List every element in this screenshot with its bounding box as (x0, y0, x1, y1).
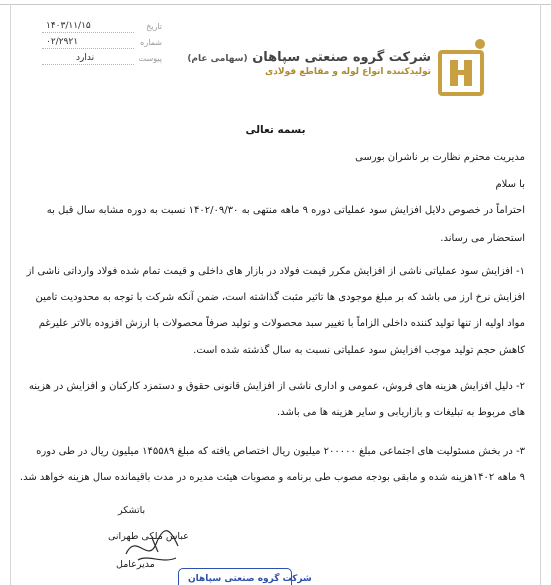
stamp-text: شرکت گروه صنعتی سپاهان (188, 574, 312, 584)
date-line (42, 32, 134, 33)
letter-heading: بسمه تعالی (245, 124, 306, 136)
closing-text: باتشکر (118, 505, 146, 516)
company-stamp (178, 562, 312, 585)
item1-line-3: مواد اولیه از تنها تولید کننده داخلی الزاماً با تغییر سبد محصولات و تولید صرفاً محصولات با ارزش افزوده بالاتر علیرغم (38, 318, 525, 329)
attachment-row (42, 52, 162, 68)
item2-line-2: های مربوط به تبلیغات و بازاریابی و سایر هزینه ها می باشد. (277, 407, 525, 418)
attachment-line (42, 64, 134, 65)
top-border (0, 4, 551, 5)
date-value: ۱۴۰۳/۱۱/۱۵ (46, 21, 91, 31)
company-header (187, 50, 431, 77)
intro-line-2: استحضار می رساند. (440, 233, 525, 244)
number-label: شماره (140, 38, 162, 47)
signer-title: مدیرعامل (116, 559, 155, 570)
company-name: شرکت گروه صنعتی سپاهان (252, 50, 431, 65)
item2-line-1: ۲- دلیل افزایش هزینه های فروش، عمومی و اداری ناشی از افزایش قانونی حقوق و دستمزد کارکنان و افزایش در هزینه (28, 381, 525, 392)
number-line (42, 48, 134, 49)
number-row (42, 36, 162, 52)
company-name-line (187, 50, 431, 65)
signer-name: عباس ملکی طهرانی (108, 531, 189, 542)
attachment-label: پیوست (138, 54, 162, 63)
attachment-value: ندارد (76, 53, 95, 63)
intro-line-1: احتراماً در خصوص دلایل افزایش سود عملیاتی دوره ۹ ماهه منتهی به ۱۴۰۲/۰۹/۳۰ نسبت به دوره مشابه سال قبل به (46, 205, 525, 216)
date-label: تاریخ (146, 22, 162, 31)
number-value: ۰۲/۲۹۲۱ (46, 37, 79, 47)
date-row (42, 20, 162, 36)
greeting-line: با سلام (495, 179, 525, 190)
recipient-line: مدیریت محترم نظارت بر ناشران بورسی (355, 152, 525, 163)
letter-meta (42, 20, 162, 68)
right-margin-rule (540, 4, 541, 585)
item1-line-2: افزایش نرخ ارز می باشد که بر مبلغ موجودی ها تاثیر مثبت گذاشته است، ضمن آنکه شرکت با توجه به محدودیت تامین (35, 292, 525, 303)
item3-line-1: ۳- در بخش مسئولیت های اجتماعی مبلغ ۲۰۰۰۰۰ میلیون ریال اختصاص یافته که مبلغ ۱۴۵۵۸۹ میلیون ریال در طی دوره (36, 446, 525, 457)
item3-line-2: ۹ ماهه ۱۴۰۲هزینه شده و مابقی بودجه مصوب طی برنامه و مصوبات هیئت مدیره در مدت باقیمانده سال هزینه خواهد شد. (19, 472, 525, 483)
left-margin-rule (10, 4, 11, 585)
item1-line-4: کاهش حجم تولید موجب افزایش سود عملیاتی نسبت به سال گذشته شده است. (193, 345, 525, 356)
item1-line-1: ۱- افزایش سود عملیاتی ناشی از افزایش مکرر قیمت فولاد در بازار های داخلی و قیمت تمام شده فولاد وارداتی ناشی از (26, 266, 525, 277)
company-tagline: تولیدکننده انواع لوله و مقاطع فولادی (265, 67, 431, 77)
company-logo-icon (436, 36, 498, 98)
company-type: (سهامی عام) (187, 54, 248, 64)
